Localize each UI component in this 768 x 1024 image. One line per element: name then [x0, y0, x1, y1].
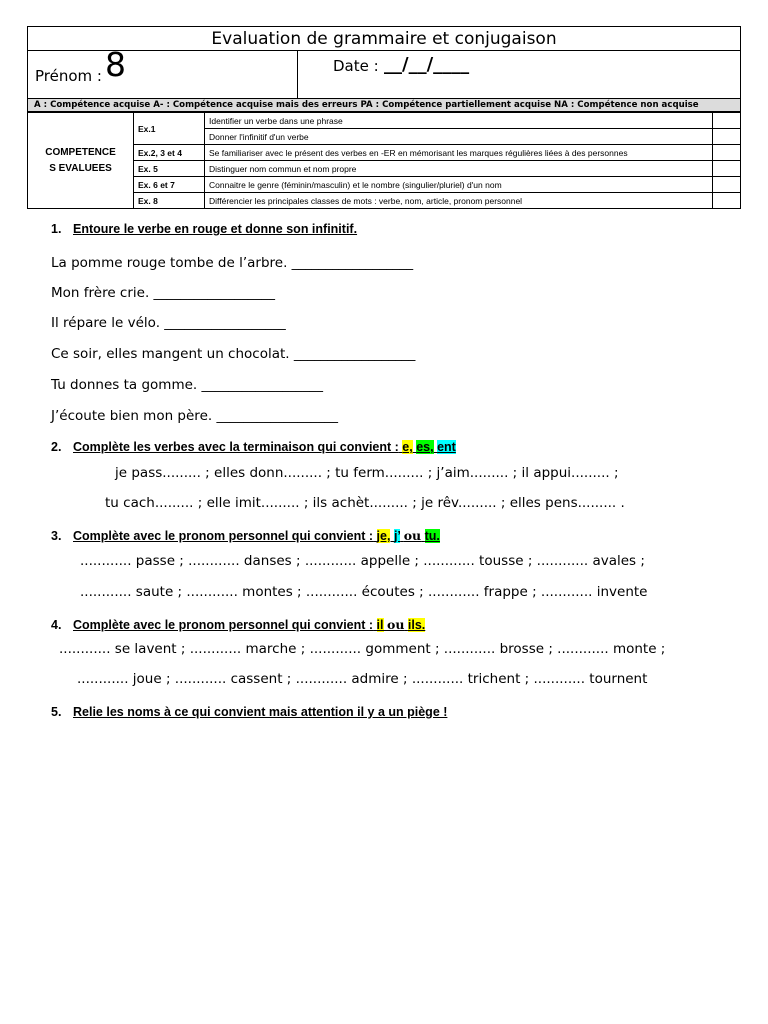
pronoun-option: il: [376, 618, 384, 632]
exercise-4-title: [51, 617, 425, 632]
exercise-instruction: Entoure le verbe en rouge et donne son infinitif.: [73, 222, 358, 236]
competence-mark[interactable]: [713, 193, 741, 209]
competence-desc: Connaitre le genre (féminin/masculin) et le nombre (singulier/pluriel) d'un nom: [205, 177, 713, 193]
competence-table: [27, 112, 741, 209]
exercise-2-title: [51, 440, 456, 454]
competence-code: Ex.1: [134, 113, 205, 145]
exercise-4-line[interactable]: ............ se lavent ; ............ marche ; ............ gomment ; ............ brosse ; ............ monte ;: [59, 641, 666, 657]
exercise-3-title: [51, 528, 440, 543]
exercise-number: 1.: [51, 222, 62, 236]
table-row: [28, 177, 741, 193]
competence-code: Ex. 6 et 7: [134, 177, 205, 193]
competence-mark[interactable]: [713, 161, 741, 177]
competence-desc: Identifier un verbe dans une phrase: [205, 113, 713, 129]
exercise-instruction: Relie les noms à ce qui convient mais attention il y a un piège !: [73, 705, 448, 719]
exercise-1-line[interactable]: Tu donnes ta gomme. __________________: [51, 377, 323, 393]
competence-mark[interactable]: [713, 113, 741, 129]
ending-option: ent: [437, 440, 456, 454]
competence-desc: Différencier les principales classes de mots : verbe, nom, article, pronom personnel: [205, 193, 713, 209]
evaluation-header: [27, 26, 741, 215]
or-word: ou: [403, 528, 422, 543]
name-date-row: [27, 45, 741, 99]
exercise-3-line[interactable]: ............ passe ; ............ danses ; ............ appelle ; ............ tousse ; ............ avales ;: [80, 553, 645, 569]
prenom-label: Prénom :: [35, 67, 102, 85]
exercise-number: 2.: [51, 440, 62, 454]
page-title: Evaluation de grammaire et conjugaison: [211, 29, 557, 49]
table-row: [28, 161, 741, 177]
title-row: [27, 26, 741, 51]
competence-code: Ex.2, 3 et 4: [134, 145, 205, 161]
ending-option: es,: [416, 440, 434, 454]
competence-code: Ex. 5: [134, 161, 205, 177]
exercise-number: 5.: [51, 705, 62, 719]
table-row: [28, 113, 741, 129]
exercise-2-line[interactable]: je pass......... ; elles donn......... ; tu ferm......... ; j’aim......... ; il appui......... ;: [115, 465, 619, 481]
date-field[interactable]: __/__/____: [384, 54, 470, 75]
table-row: [28, 193, 741, 209]
exercise-2-line[interactable]: tu cach......... ; elle imit......... ; ils achèt......... ; je rêv......... ; elles pens......... .: [105, 495, 625, 511]
exercise-number: 4.: [51, 618, 62, 632]
exercise-5-title: [51, 705, 447, 719]
exercise-number: 3.: [51, 529, 62, 543]
competence-title: COMPETENCE S EVALUEES: [28, 113, 134, 209]
divider: [297, 51, 298, 99]
exercise-3-line[interactable]: ............ saute ; ............ montes ; ............ écoutes ; ............ frappe ; ............ invente: [80, 584, 648, 600]
pronoun-option: tu.: [424, 529, 440, 543]
table-row: [28, 145, 741, 161]
date-label: Date :: [333, 57, 379, 75]
competence-desc: Se familiariser avec le présent des verbes en -ER en mémorisant les marques régulières liées à des personnes: [205, 145, 713, 161]
pronoun-option: ils.: [407, 618, 426, 632]
exercise-1-line[interactable]: Ce soir, elles mangent un chocolat. __________________: [51, 346, 416, 362]
exercise-1-line[interactable]: J’écoute bien mon père. __________________: [51, 408, 338, 424]
prenom-value[interactable]: 8: [105, 45, 126, 84]
exercise-1-line[interactable]: Mon frère crie. __________________: [51, 285, 276, 301]
competence-desc: Distinguer nom commun et nom propre: [205, 161, 713, 177]
exercise-instruction: Complète les verbes avec la terminaison qui convient :: [73, 440, 399, 454]
competence-code: Ex. 8: [134, 193, 205, 209]
competence-mark[interactable]: [713, 177, 741, 193]
exercise-instruction: Complète avec le pronom personnel qui convient :: [73, 618, 374, 632]
pronoun-option: je,: [376, 529, 391, 543]
competence-mark[interactable]: [713, 145, 741, 161]
ending-option: e,: [402, 440, 413, 454]
competence-mark[interactable]: [713, 129, 741, 145]
exercise-1-title: [51, 222, 357, 236]
exercise-instruction: Complète avec le pronom personnel qui convient :: [73, 529, 374, 543]
exercise-1-line[interactable]: La pomme rouge tombe de l’arbre. __________________: [51, 255, 414, 271]
competence-legend: A : Compétence acquise A- : Compétence acquise mais des erreurs PA : Compétence partiellement acquise NA : Compétence non acquise: [27, 98, 741, 112]
pronoun-option: j’: [393, 529, 401, 543]
or-word: ou: [386, 617, 405, 632]
competence-desc: Donner l'infinitif d'un verbe: [205, 129, 713, 145]
exercise-4-line[interactable]: ............ joue ; ............ cassent ; ............ admire ; ............ trichent ; ............ tournent: [77, 671, 648, 687]
exercise-1-line[interactable]: Il répare le vélo. __________________: [51, 315, 286, 331]
